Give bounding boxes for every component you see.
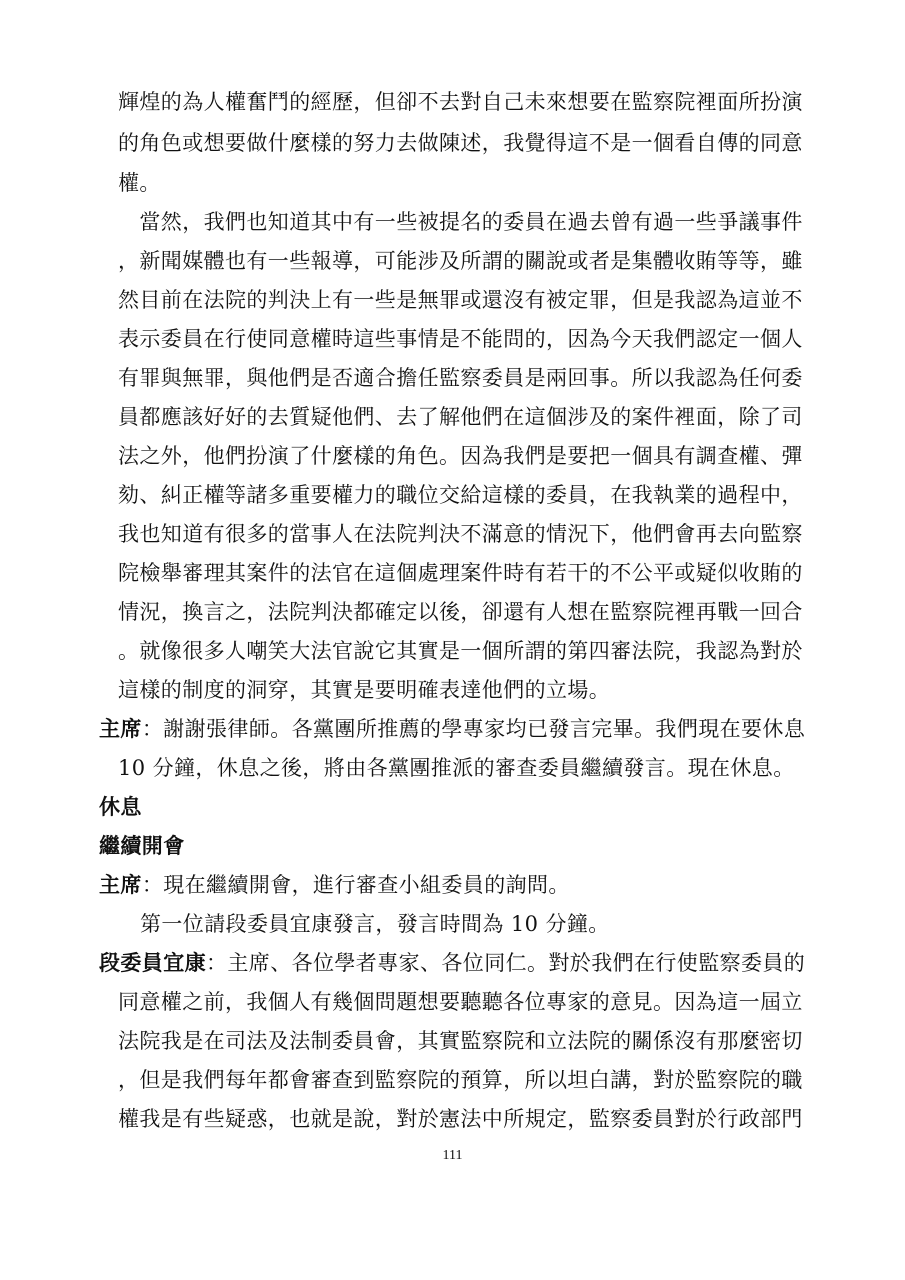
paragraph-2-line-11: 情況，換言之，法院判決都確定以後，卻還有人想在監察院裡再戰一回合 (118, 600, 803, 624)
resume-heading: 繼續開會 (99, 834, 185, 858)
paragraph-1-line-3: 權。 (118, 171, 161, 195)
chair-statement-2-line-2: 第一位請段委員宜康發言，發言時間為 10 分鐘。 (140, 912, 610, 936)
chair-statement-2 (99, 870, 570, 900)
paragraph-2-line-12: 。就像很多人嘲笑大法官說它其實是一個所謂的第四審法院，我認為對於 (118, 639, 803, 663)
paragraph-1-line-2: 的角色或想要做什麼樣的努力去做陳述，我覺得這不是一個看自傳的同意 (118, 131, 803, 155)
recess-heading: 休息 (99, 795, 142, 819)
paragraph-2-line-4: 表示委員在行使同意權時這些事情是不能問的，因為今天我們認定一個人 (118, 327, 803, 351)
duan-statement-line-5: 權我是有些疑惑，也就是說，對於憲法中所規定，監察委員對於行政部門 (118, 1107, 803, 1131)
speaker-separator: ： (206, 951, 228, 975)
paragraph-2-line-2: ，新聞媒體也有一些報導，可能涉及所謂的關說或者是集體收賄等等，雖 (118, 249, 803, 273)
paragraph-2-line-9: 我也知道有很多的當事人在法院判決不滿意的情況下，他們會再去向監察 (118, 522, 803, 546)
paragraph-2-line-8: 劾、糾正權等諸多重要權力的職位交給這樣的委員，在我執業的過程中， (118, 483, 803, 507)
duan-statement-line-1: 主席、各位學者專家、各位同仁。對於我們在行使監察委員的 (227, 951, 806, 975)
duan-statement-line-2: 同意權之前，我個人有幾個問題想要聽聽各位專家的意見。因為這一屆立 (118, 990, 803, 1014)
chair-statement-1-line-1: 謝謝張律師。各黨團所推薦的學專家均已發言完畢。我們現在要休息 (163, 717, 806, 741)
speaker-name: 段委員宜康 (99, 951, 206, 975)
page-number: 111 (442, 1148, 463, 1163)
paragraph-2-line-5: 有罪與無罪，與他們是否適合擔任監察委員是兩回事。所以我認為任何委 (118, 366, 803, 390)
paragraph-2-line-13: 這樣的制度的洞穿，其實是要明確表達他們的立場。 (118, 678, 611, 702)
chair-statement-2-line-1: 現在繼續開會，進行審查小組委員的詢問。 (163, 873, 570, 897)
chair-statement-1-line-2: 10 分鐘，休息之後，將由各黨團推派的審查委員繼續發言。現在休息。 (118, 756, 795, 780)
paragraph-1-line-1: 輝煌的為人權奮鬥的經歷，但卻不去對自己未來想要在監察院裡面所扮演 (118, 90, 803, 114)
paragraph-2-line-6: 員都應該好好的去質疑他們、去了解他們在這個涉及的案件裡面，除了司 (118, 405, 803, 429)
duan-statement-line-4: ，但是我們每年都會審查到監察院的預算，所以坦白講，對於監察院的職 (118, 1068, 803, 1092)
paragraph-2-line-7: 法之外，他們扮演了什麼樣的角色。因為我們是要把一個具有調查權、彈 (118, 444, 803, 468)
paragraph-2-line-10: 院檢舉審理其案件的法官在這個處理案件時有若干的不公平或疑似收賄的 (118, 561, 803, 585)
speaker-separator: ： (141, 717, 164, 741)
paragraph-2-line-3: 然目前在法院的判決上有一些是無罪或還沒有被定罪，但是我認為這並不 (118, 288, 803, 312)
speaker-name: 主席 (99, 873, 142, 897)
speaker-name: 主席 (99, 717, 142, 741)
duan-statement (99, 948, 805, 978)
duan-statement-line-3: 法院我是在司法及法制委員會，其實監察院和立法院的關係沒有那麼密切 (118, 1029, 803, 1053)
chair-statement-1 (99, 714, 805, 744)
paragraph-2-line-1: 當然，我們也知道其中有一些被提名的委員在過去曾有過一些爭議事件 (118, 210, 803, 234)
speaker-separator: ： (141, 873, 164, 897)
